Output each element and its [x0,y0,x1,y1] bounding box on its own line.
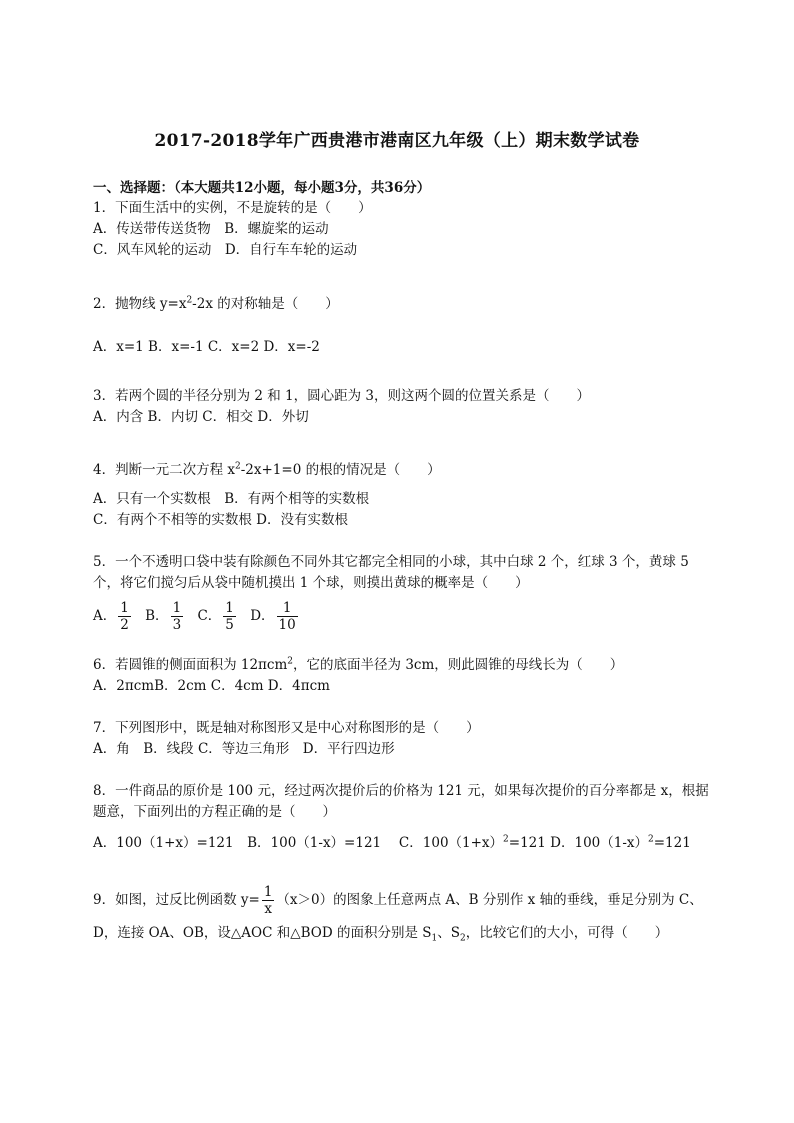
question-2-stem [93,294,713,315]
subscript: 2 [460,933,466,944]
question-2-stem-text: 2．抛物线 y=x [93,296,187,312]
question-5-stem: 5．一个不透明口袋中装有除颜色不同外其它都完全相同的小球，其中白球 2 个，红球 3 个，黄球 5 个，将它们搅匀后从袋中随机摸出 1 个球，则摸出黄球的概率是（ ） [93,554,689,591]
question-9-stem-rest: （x＞0）的图象上任意两点 A、B 分别作 x 轴的垂线，垂足分别为 C、 [276,892,703,908]
question-9 [93,884,713,944]
denominator: 2 [120,617,129,633]
question-3-options: A．内含 B．内切 C．相交 D．外切 [93,409,309,425]
option-b [145,600,185,633]
question-2-options: A．x=1 B．x=-1 C．x=2 D．x=-2 [93,339,320,355]
option-label: A． [93,608,117,624]
question-8-options-text: =121 [653,835,691,851]
denominator: 10 [278,617,296,633]
question-2-stem-rest: -2x 的对称轴是（ ） [192,296,339,312]
exponent: 2 [235,461,241,472]
numerator: 1 [172,600,182,616]
exponent: 2 [186,295,193,306]
question-4-options-ab: A．只有一个实数根 B．有两个相等的实数根 [93,491,370,507]
question-9-line-2-text: D，连接 OA、OB，设△AOC 和△BOD 的面积分别是 S [93,925,432,941]
question-1-options-cd: C．风车风轮的运动 D．自行车车轮的运动 [93,242,358,258]
option-d [250,600,300,633]
numerator: 1 [277,600,298,617]
question-8 [93,781,713,854]
question-6-stem [93,655,713,676]
exponent: 2 [287,656,294,667]
question-5 [93,552,713,633]
question-6-stem-rest: ，它的底面半径为 3cm，则此圆锥的母线长为（ ） [293,657,624,673]
numerator: 1 [225,600,234,616]
question-5-options [93,600,713,633]
question-7 [93,718,713,760]
fraction [223,600,236,633]
page-title: 2017-2018学年广西贵港市港南区九年级（上）期末数学试卷 [154,131,640,151]
fraction [118,600,131,633]
question-9-line-2 [93,923,713,944]
question-2 [93,294,713,358]
exponent: 2 [648,834,654,845]
fraction [277,600,298,633]
option-a [93,600,133,633]
question-7-options: A．角 B．线段 C．等边三角形 D．平行四边形 [93,741,395,757]
question-8-options-text: A．100（1+x）=121 B．100（1-x）=121 C．100（1+x） [93,835,504,851]
denominator: x [264,901,272,917]
question-1-stem: 1．下面生活中的实例，不是旋转的是（ ） [93,200,372,216]
question-3-stem: 3．若两个圆的半径分别为 2 和 1，圆心距为 3，则这两个圆的位置关系是（ ） [93,388,591,404]
question-6-stem-text: 6．若圆锥的侧面面积为 12πcm [93,657,288,673]
question-4-stem-rest: -2x+1=0 的根的情况是（ ） [240,462,441,478]
numerator: 1 [263,884,273,900]
question-4 [93,460,713,531]
option-label: B． [145,608,169,624]
question-9-stem-text: 9．如图，过反比例函数 y= [93,892,260,908]
question-9-line-2-text: 、S [437,925,460,941]
question-1 [93,198,713,261]
question-8-options [93,833,713,854]
denominator: 5 [225,617,234,633]
question-4-stem-text: 4．判断一元二次方程 x [93,462,235,478]
question-4-options-cd: C．有两个不相等的实数根 D．没有实数根 [93,512,348,528]
fraction [262,884,275,917]
option-c [197,600,237,633]
question-7-stem: 7．下列图形中，既是轴对称图形又是中心对称图形的是（ ） [93,720,480,736]
question-8-stem: 8．一件商品的原价是 100 元，经过两次提价后的价格为 121 元，如果每次提价的百分率都是 x，根据题意，下面列出的方程正确的是（ ） [93,783,709,820]
question-8-options-text: =121 D．100（1-x） [508,835,649,851]
option-label: C． [197,608,222,624]
question-6-options: A．2πcmB．2cm C．4cm D．4πcm [93,678,330,694]
fraction [171,600,184,633]
numerator: 1 [120,600,129,616]
denominator: 3 [172,617,182,633]
option-label: D． [250,608,275,624]
question-9-stem [93,884,713,917]
question-1-options-ab: A．传送带传送货物 B．螺旋桨的运动 [93,221,329,237]
question-9-line-2-text: ，比较它们的大小，可得（ ） [465,925,669,941]
question-4-stem [93,460,713,481]
question-6 [93,655,713,697]
question-3 [93,386,713,428]
subscript: 1 [431,933,438,944]
section-heading: 一、选择题：（本大题共12小题，每小题3分，共36分） [93,180,431,196]
exponent: 2 [503,834,509,845]
